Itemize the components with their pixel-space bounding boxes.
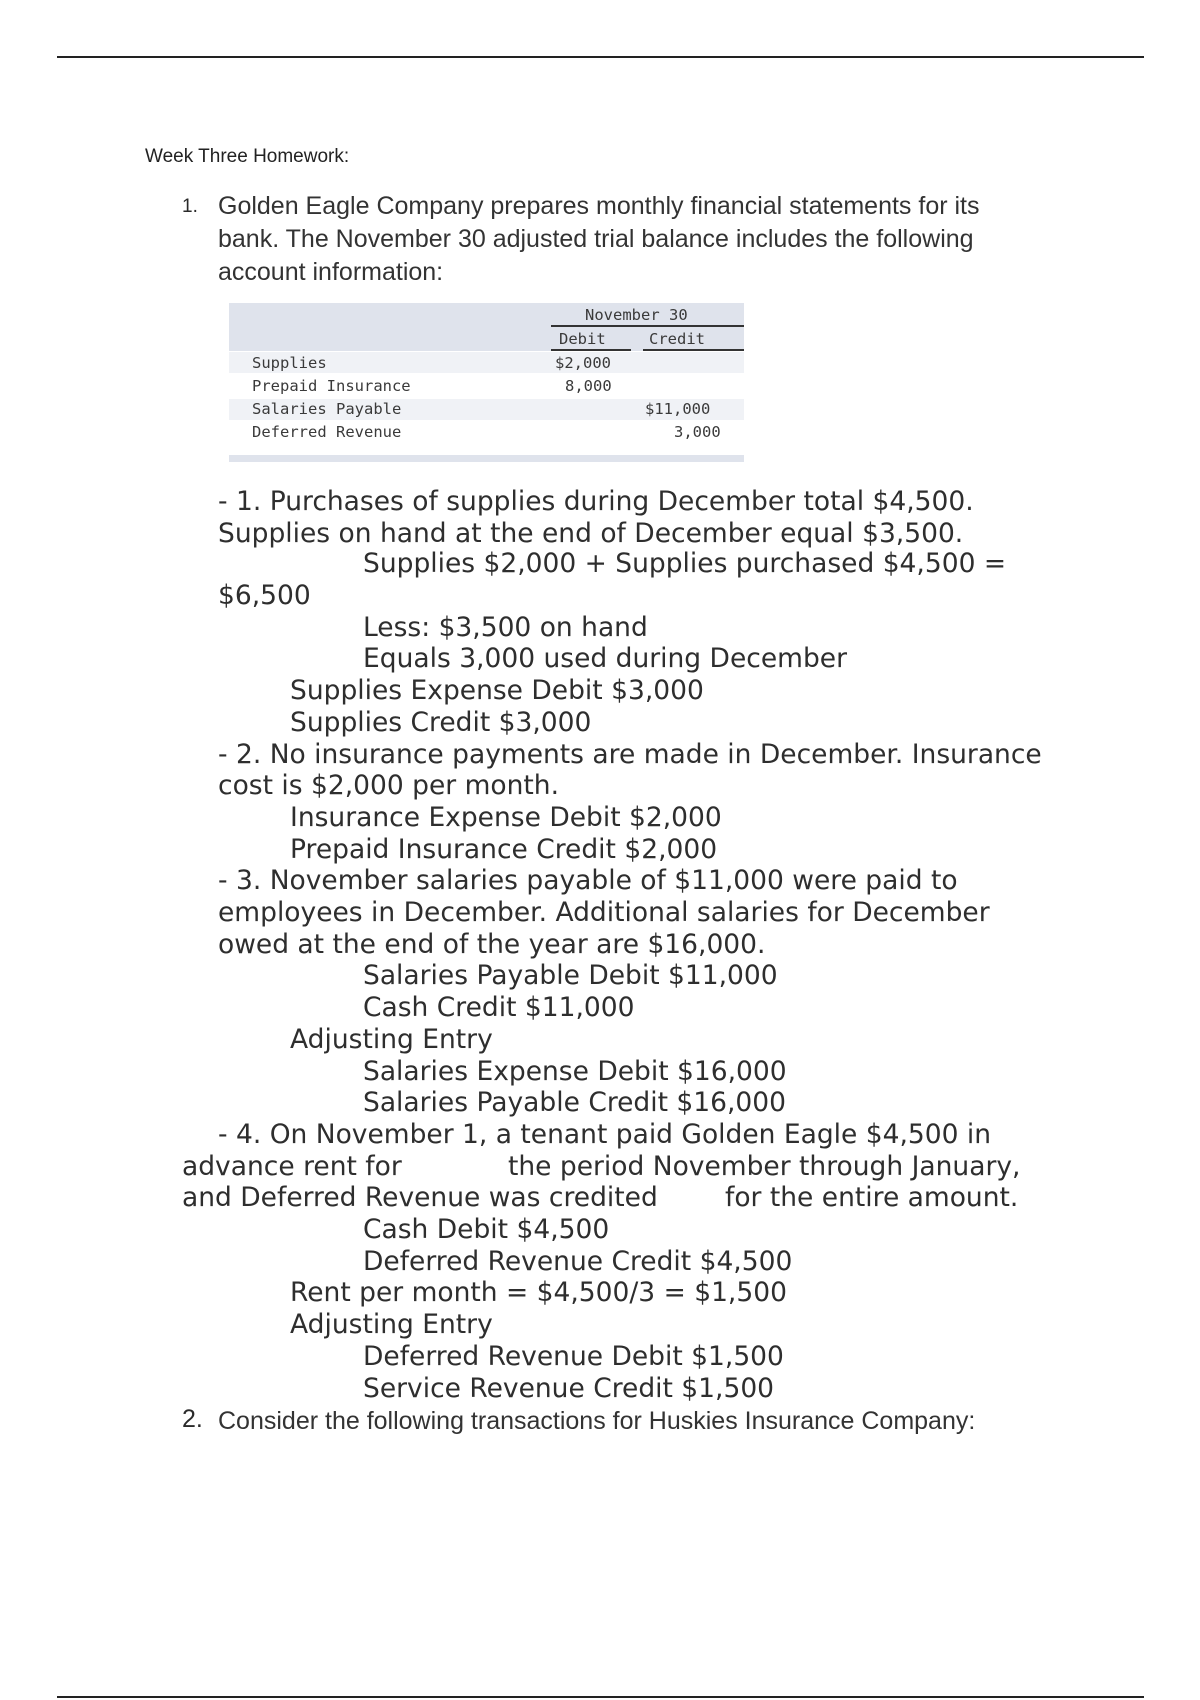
period-header: November 30 [585,306,688,324]
answer-line: - 1. Purchases of supplies during December total $4,500. [218,486,974,517]
answer-line: Service Revenue Credit $1,500 [363,1373,775,1404]
answer-line: Adjusting Entry [290,1309,493,1340]
question-1-line-1: Golden Eagle Company prepares monthly financial statements for its [218,192,980,220]
answer-line: owed at the end of the year are $16,000. [218,929,766,960]
answer-line: Supplies Expense Debit $3,000 [290,675,704,706]
answer-line: Equals 3,000 used during December [363,643,847,674]
question-2-number: 2. [182,1405,203,1433]
credit-underline [643,349,744,351]
answer-line: employees in December. Additional salaries for December [218,897,990,928]
answer-line: Salaries Expense Debit $16,000 [363,1056,787,1087]
debit-value: $2,000 [555,354,611,372]
answer-line: Cash Debit $4,500 [363,1214,610,1245]
answer-line: $6,500 [218,580,311,611]
question-1-line-3: account information: [218,258,444,286]
table-footer-band [229,455,744,462]
top-rule [57,56,1144,58]
bottom-rule [57,1696,1144,1698]
account-name: Prepaid Insurance [252,377,411,395]
page-title: Week Three Homework: [145,146,350,167]
answer-line: Supplies on hand at the end of December equal $3,500. [218,518,964,549]
answer-line: - 4. On November 1, a tenant paid Golden Eagle $4,500 in [218,1119,992,1150]
credit-value: $11,000 [645,400,711,418]
answer-line: cost is $2,000 per month. [218,770,560,801]
answer-line: Adjusting Entry [290,1024,493,1055]
account-name: Salaries Payable [252,400,402,418]
answer-line: Rent per month = $4,500/3 = $1,500 [290,1277,787,1308]
trial-balance-table [229,303,744,463]
debit-underline [551,349,631,351]
answer-line: Insurance Expense Debit $2,000 [290,802,722,833]
debit-value: 8,000 [565,377,612,395]
question-1-line-2: bank. The November 30 adjusted trial balance includes the following [218,225,974,253]
credit-header: Credit [649,330,705,348]
answer-line: Supplies Credit $3,000 [290,707,592,738]
answer-line: Salaries Payable Debit $11,000 [363,960,778,991]
answer-line: and Deferred Revenue was credited [182,1182,658,1213]
answer-line: - 3. November salaries payable of $11,000 were paid to [218,865,958,896]
credit-value: 3,000 [674,423,721,441]
debit-header: Debit [559,330,606,348]
answer-line: Supplies $2,000 + Supplies purchased $4,500 = [363,548,1007,579]
account-name: Supplies [252,354,327,372]
answer-line: Prepaid Insurance Credit $2,000 [290,834,718,865]
answer-line: the period November through January, [508,1151,1021,1182]
answer-line: Less: $3,500 on hand [363,612,648,643]
question-2-text: Consider the following transactions for Huskies Insurance Company: [218,1407,976,1435]
answer-line: Deferred Revenue Debit $1,500 [363,1341,784,1372]
answer-line: advance rent for [182,1151,402,1182]
answer-line: Cash Credit $11,000 [363,992,635,1023]
answer-line: for the entire amount. [725,1182,1019,1213]
account-name: Deferred Revenue [252,423,402,441]
answer-line: - 2. No insurance payments are made in December. Insurance [218,739,1042,770]
period-underline [551,325,744,327]
answer-line: Deferred Revenue Credit $4,500 [363,1246,793,1277]
question-1-number: 1. [182,196,198,217]
answer-line: Salaries Payable Credit $16,000 [363,1087,787,1118]
